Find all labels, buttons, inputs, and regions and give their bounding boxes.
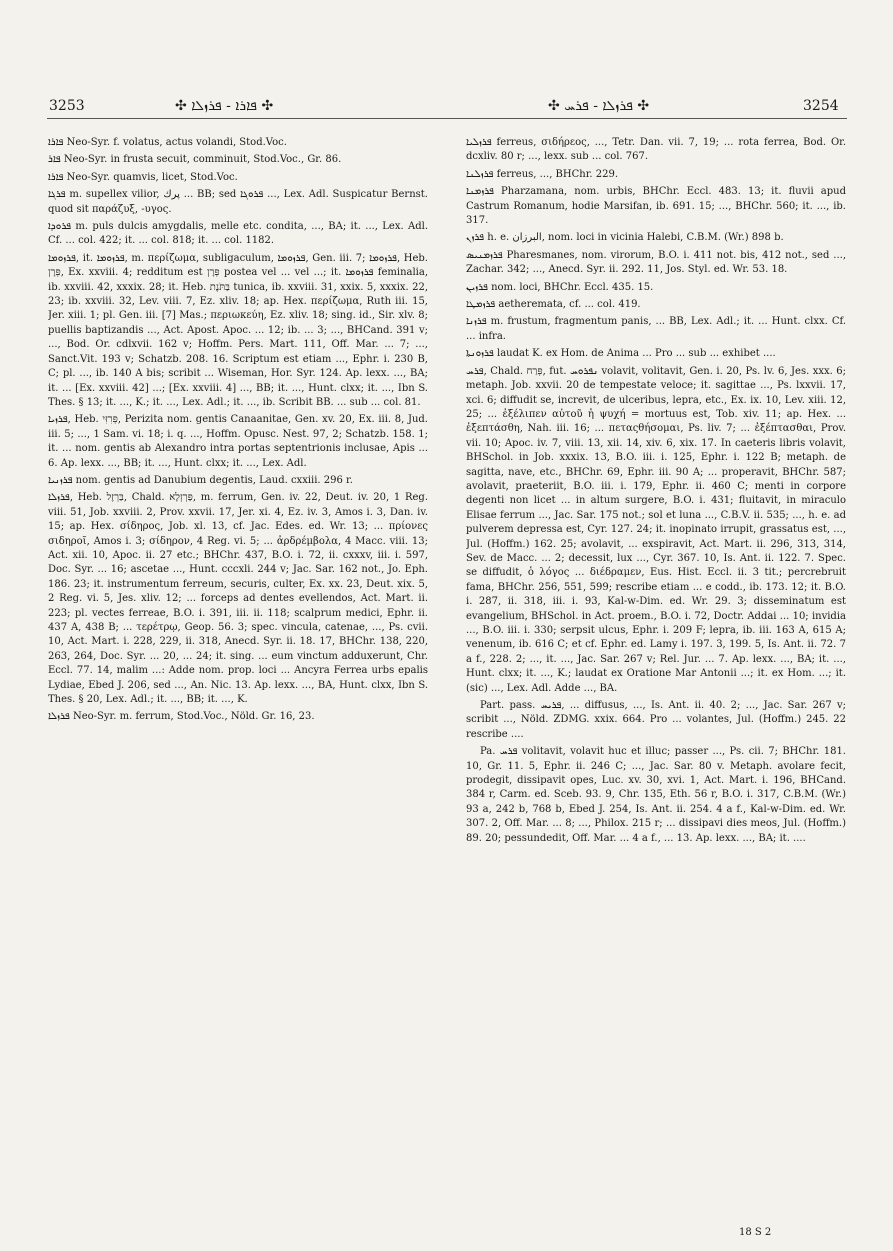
entry: ܦܪܙܡܛܐ aetheremata, cf. ... col. 419. [466,299,641,311]
entry: ܦܐܪܐ Neo-Syr. quamvis, licet, Stod.Voc. [48,171,238,183]
left-running-title: ✣ ܦܐܪܐ - ܦܪܙܠܐ ✣ [175,98,274,114]
left-column [48,136,428,1216]
entry: ܦܪܚ, Chald. פְּרַח, fut. ܢܦܪܘܚ volavit, volitavit, Gen. i. 20, Ps. lv. 6, Jes. xxx. 6; metaph. Job. xxvii. 20 de tempestate veloce; it. sagittae ..., Ps. lxxvii. 17, xci. 6; diffudit se, increvit, de ulceribus, lepra, etc., Ex. ix. 10, Lev. xiii. 12, 25; ... ἐξέλιπεν αὐτοῦ ἡ ψυχή = mortuus est, Tob. xiv. 11; ap. Hex. ... ἐξεπτάσθη, Nah. iii. 16; ... πεταςθήσομαι, Ps. liv. 7; ... ἐξέπτασθαι, Prov. vii. 10; Apoc. iv. 7, viii. 13, xii. 14, xiv. 6, xix. 17. In caeteris libris volavit, BHSchol. in Job. xxxix. 13, B.O. iii. i. 125, Ephr. i. 122 B; metaph. de sagitta, nave, etc., BHChr. 69, Ephr. iii. 90 A; ... properavit, BHChr. 587; avolavit, praeteriit, B.O. iii. i. 179, Ephr. ii. 460 C; menti in corpore degenti non licet ... in altum surgere, B.O. i. 431; fluitavit, in miraculo Elisae ferrum ..., Jac. Sar. 175 not.; sol et luna ..., C.B.V. ii. 535; ..., h. e. ad pulverem depressa est, Cyr. 127. 24; it. inopinato irrupit, grassatus est, ..., Jul. (Hoffm.) 162. 25; avolavit, ... exspiravit, Act. Mart. ii. 296, 313, 314, Sev. de Macc. ... 2; decessit, lux ..., Cyr. 367. 10, Is. Ant. ii. 122. 7. Spec. se diffudit, ὁ λόγος ... διέδραμεν, Eus. Hist. Eccl. ii. 3 tit.; percrebruit fama, BHChr. 256, 551, 599; rescribe etiam ... e codd., ib. 173. 12; it. B.O. i. 287, ii. 318, iii. i. 93, Kal-w-Dim. ed. Wr. 29. 3; disseminatum est evangelium, BHSchol. in Act. proem., B.O. i. 72, Doctr. Addai ... 10; invidia ..., B.O. iii. i. 330; serpsit ulcus, Ephr. i. 209 F; lepra, ib. iii. 163 A, 615 A; venenum, ib. 616 C; et cf. Ephr. ed. Lamy i. 197. 3, 199. 5, Is. Ant. ii. 72. 7 a f., 228. 2; ..., it. ..., Jac. Sar. 267 v; Rel. Jur. ... 7. Ap. lexx. ..., BA; it. ..., Hunt. clxx; it. ..., K.; laudat ex Oratione Mar Antonii ...; it. ex Hom. ...; it. (sic) ..., Lex. Adl. Adde ..., BA. [466,365,846,694]
entry: ܦܪܙܡܢܐ Pharzamana, nom. urbis, BHChr. Eccl. 483. 13; it. fluvii apud Castrum Romanum, hodie Marsifan, ib. 691. 15; ..., BHChr. 560; it. ..., ib. 317. [466,186,846,227]
entry: ܦܪܙܠܢܐ ferreus, ..., BHChr. 229. [466,168,619,180]
entry: Part. pass. ܦܪܝܚ, ... diffusus, ..., Is. Ant. ii. 40. 2; ..., Jac. Sar. 267 v; scribit ..., Nöld. ZDMG. xxix. 664. Pro ... volantes, Jul. (Hoffm.) 245. 22 rescribe .... [466,700,846,740]
entry: ܦܪܙܡܢܝܣ Pharesmanes, nom. virorum, B.O. i. 411 not. bis, 412 not., sed ..., Zachar. 342; ..., Anecd. Syr. ii. 292. 11, Jos. Styl. ed. Wr. 53. 18. [466,249,846,276]
entry: ܦܪܙܝܐ, Heb. פְּרִזִּי, Perizita nom. gentis Canaanitae, Gen. xv. 20, Ex. iii. 8, Jud. iii. 5; ..., 1 Sam. vi. 18; i. q. ..., Hoffm. Opusc. Nest. 97, 2; Schatzb. 158. 1; it. ... nom. gentis ab Alexandro intra portas septentrionis inclusae, Apis ... 6. Ap. lexx. ..., BB; it. ..., Hunt. clxx; it. ..., Lex. Adl. [48,414,428,469]
entry: ܦܪܓܐ m. supellex vilior, پرك ... BB; sed ܦܪܘܓܐ ..., Lex. Adl. Suspicatur Bernst. quod sit παράζυξ, -υγος. [48,189,428,215]
entry: ܦܐܪ Neo-Syr. in frusta secuit, comminuit, Stod.Voc., Gr. 86. [48,154,342,166]
entry: ܦܐܪܐ Neo-Syr. f. volatus, actus volandi, Stod.Voc. [48,137,287,148]
entry: ܦܪܙܘܢܬܐ laudat K. ex Hom. de Anima ... Pro ... sub ... exhibet .... [466,348,776,360]
entry: ܦܪܙܝܢ nom. loci, BHChr. Eccl. 435. 15. [466,281,654,293]
entry: Pa. ܦܪܚ volitavit, volavit huc et illuc; passer ..., Ps. cii. 7; BHChr. 181. 10, Gr. 11. 5, Ephr. ii. 246 C; ..., Jac. Sar. 80 v. Metaph. avolare fecit, prodegit, dissipavit opes, Luc. xv. 30, xvi. 1, Act. Mart. i. 196, BHCand. 384 r, Carm. ed. Sceb. 93. 9, Chr. 135, Eth. 56 r, B.O. i. 317, C.B.M. (Wr.) 93 a, 242 b, 768 b, Ebed J. 254, Is. Ant. ii. 254. 4 a f., Kal-w-Dim. ed. Wr. 307. 2, Off. Mar. ... 8; ..., Philox. 215 r; ... dissipavi dies meos, Jul. (Hoffm.) 89. 20; pessundedit, Off. Mar. ... 4 a f., ... 13. Ap. lexx. ..., BA; it. .... [466,746,846,844]
entry: ܦܪܙܢܐ m. frustum, fragmentum panis, ... BB, Lex. Adl.; it. ... Hunt. clxx. Cf. ... infra. [466,316,846,342]
entry: ܦܪܙܠܐ, Heb. בַּרְזֶל, Chald. פַּרְזְלָא, m. ferrum, Gen. iv. 22, Deut. iv. 20, 1 Reg. viii. 51, Job. xxviii. 2, Prov. xxvii. 17, Jer. xi. 4, Ez. iv. 3, Amos i. 3, Dan. iv. 15; ap. Hex. σίδηρος, Job. xl. 13, cf. Jac. Edes. ed. Wr. 13; ... πρίονες σιδηροῖ, Amos i. 3; σίδηρον, 4 Reg. vi. 5; ... ἀρδρέμβολα, 4 Macc. viii. 13; Act. xii. 10, Apoc. ii. 27 etc.; BHChr. 437, B.O. i. 72, ii. cxxxv, iii. i. 597, Doc. Syr. ... 16; ascetae ..., Hunt. cccxli. 244 v; Jac. Sar. 162 not., Jo. Eph. 186. 23; it. instrumentum ferreum, securis, culter, Ex. xx. 23, Deut. xix. 5, 2 Reg. vi. 5, Jes. xliv. 12; ... forceps ad dentes evellendos, Act. Mart. ii. 223; pl. vectes ferreae, B.O. i. 391, iii. ii. 118; scalprum medici, Ephr. ii. 437 A, 438 B; ... τερέτρῳ, Geop. 56. 3; spec. vincula, catenae, ..., Ps. cvii. 10, Act. Mart. i. 228, 229, ii. 318, Anecd. Syr. ii. 18. 17, BHChr. 138, 220, 263, 264, Doc. Syr. ... 20, ... 24; it. sing. ... eum vinctum adduxerunt, Chr. Eccl. 77. 14, malim ...: Adde nom. prop. loci ... Ancyra Ferrea urbs epalis Lydiae, Ebed J. 206, sed ..., An. Nic. 13. Ap. lexx. ..., BA, Hunt. clxx, Ibn S. Thes. § 20, Lex. Adl.; it. ..., BB; it. ..., K. [48,492,428,706]
entry: ܦܪܙܠܐ Neo-Syr. m. ferrum, Stod.Voc., Nöld. Gr. 16, 23. [48,711,315,723]
entry: ܦܪܙܢ h. e. البرزان, nom. loci in vicinia Halebi, C.B.M. (Wr.) 898 b. [466,232,784,244]
printer-signature: 18 S 2 [739,1227,772,1238]
header-rule [47,118,847,119]
right-page-number: 3254 [803,98,839,114]
entry: ܦܪܘܕܐ m. puls dulcis amygdalis, melle etc. condita, ..., BA; it. ..., Lex. Adl. Cf. ... col. 422; it. ... col. 818; it. ... col. 1182. [48,221,428,247]
right-running-title: ✣ ܦܪܙܠܐ - ܦܪܚ ✣ [548,98,650,114]
entry: ܦܪܙܢܝܐ nom. gentis ad Danubium degentis, Laud. cxxiii. 296 r. [48,474,353,486]
entry: ܦܪܙܠܝܐ ferreus, σιδήρεος, ..., Tetr. Dan. vii. 7, 19; ... rota ferrea, Bod. Or. dcxliv. 80 r; ..., lexx. sub ... col. 767. [466,137,846,163]
entry: ܦܪܙܘܡܐ, it. ܦܪܙܘܡܐ, m. περίζωμα, subligaculum, ܦܪܙܘܡܐ, Gen. iii. 7; ܦܪܙܘܡܐ, Heb. פְּרָן, Ex. xxviii. 4; redditum est פְּרָן postea vel ... vel ...; it. ܦܪܙܘܡܐ feminalia, ib. xxviii. 42, xxxix. 28; it. Heb. בַּתֹּנֶת tunica, ib. xxviii. 31, xxix. 5, xxxix. 22, 23; ib. xxviii. 32, Lev. viii. 7, Ez. xliv. 18; ap. Hex. περίζωμα, Ruth iii. 15, Jer. xiii. 1; pl. Gen. iii. [7] Mas.; περιωκεύη, Ez. xliv. 18; sing. id., Sir. xlv. 8; puellis baptizandis ..., Act. Apost. Apoc. ... 12; ib. ... 3; ..., BHCand. 391 v; ..., Bod. Or. cdlxvii. 162 v; Hoffm. Pers. Mart. 111, Off. Mar. ... 7; ..., Sanct.Vit. 193 v; Schatzb. 208. 16. Scriptum est etiam ..., Ephr. i. 230 B, C; pl. ..., ib. 140 A bis; scribit ... Wiseman, Hor. Syr. 124. Ap. lexx. ..., BA; it. ... [Ex. xxviii. 42] ...; [Ex. xxviii. 4] ..., BB; it. ..., Hunt. clxx; it. ..., Ibn S. Thes. § 13; it. ..., K.; it. ..., Lex. Adl.; it. ..., ib. Scribit BB. ... sub ... col. 81. [48,252,428,408]
right-column [466,136,846,1216]
left-page-number: 3253 [49,98,85,114]
